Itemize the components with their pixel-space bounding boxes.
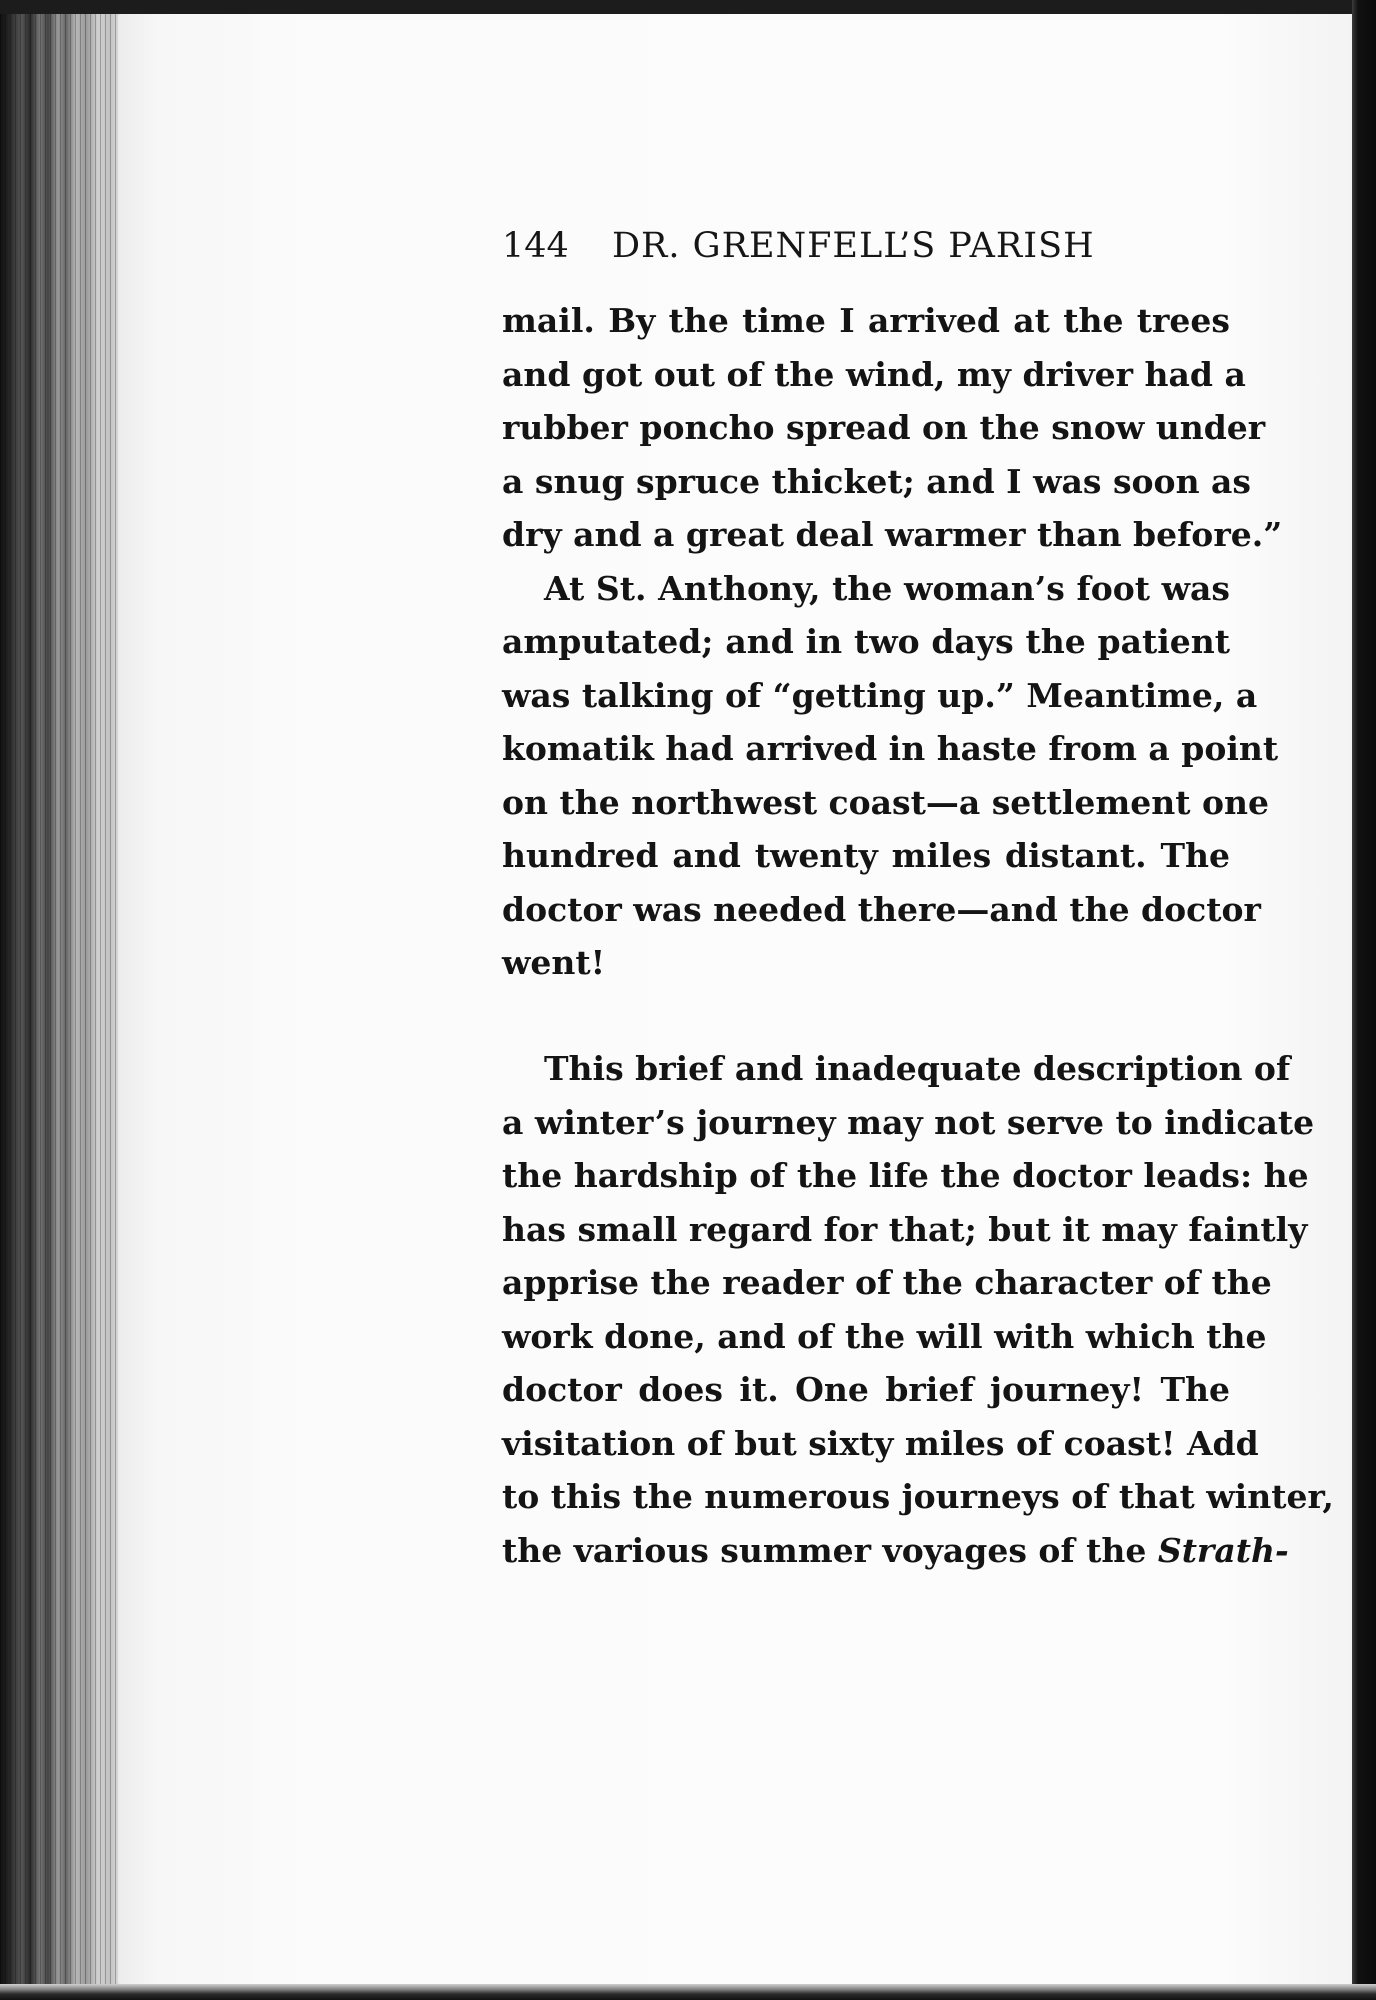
text-line: dry and a great deal warmer than before.” (502, 515, 1283, 554)
paragraph-description (502, 1042, 1334, 1577)
text-line: on the northwest coast—a settlement one (502, 782, 1269, 822)
text-line: visitation of but sixty miles of coast! Add (502, 1423, 1259, 1463)
paragraph-continued (502, 294, 1283, 990)
text-line: mail. By the time I arrived at the trees (502, 301, 1230, 340)
text-line: At St. Anthony, the woman’s foot was (544, 568, 1230, 608)
text-line: a snug spruce thicket; and I was soon as (502, 461, 1252, 501)
text-line: and got out of the wind, my driver had a (502, 354, 1246, 394)
text-line: amputated; and in two days the patient (502, 622, 1230, 661)
text-line: a winter’s journey may not serve to indicate (502, 1102, 1315, 1142)
page-number: 144 (502, 226, 569, 266)
text-line: has small regard for that; but it may faintly (502, 1209, 1308, 1249)
scan-top-border (0, 0, 1376, 14)
text-line: went! (502, 943, 606, 982)
book-page-edges (0, 0, 135, 2000)
text-line: to this the numerous journeys of that winter, (502, 1477, 1334, 1516)
italic-ship-name: Strath- (1157, 1530, 1289, 1570)
text-line: the hardship of the life the doctor leads: he (502, 1156, 1309, 1195)
text-line: rubber poncho spread on the snow under (502, 408, 1266, 447)
text-segment: the various summer voyages of the (502, 1530, 1147, 1570)
text-line: doctor does it. One brief journey! The (502, 1370, 1230, 1409)
text-line: komatik had arrived in haste from a point (502, 729, 1279, 768)
text-line-with-italic (502, 1524, 1289, 1578)
text-line: This brief and inadequate description of (544, 1049, 1291, 1088)
text-line: work done, and of the will with which the (502, 1316, 1267, 1356)
running-header (502, 224, 1230, 268)
text-line: hundred and twenty miles distant. The (502, 836, 1230, 875)
text-line: doctor was needed there—and the doctor (502, 889, 1261, 929)
running-title: DR. GRENFELL’S PARISH (612, 226, 1095, 266)
scan-bottom-border (0, 1984, 1376, 2000)
text-line: was talking of “getting up.” Meantime, a (502, 675, 1258, 715)
scan-right-border (1352, 0, 1376, 2000)
text-line: apprise the reader of the character of the (502, 1263, 1272, 1302)
